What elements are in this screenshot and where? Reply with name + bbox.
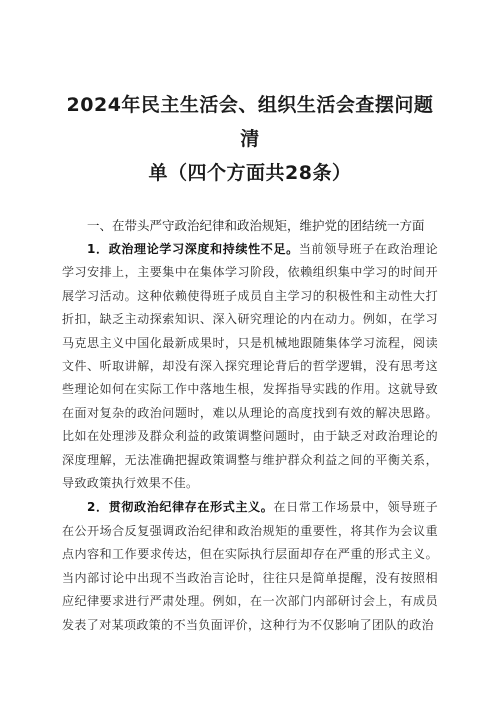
item-body-2: 在日常工作场景中，领导班子在公开场合反复强调政治纪律和政治规矩的重要性，将其作为会议重点内容和工作要求传达，但在实际执行层面却存在严重的形式主义。当内部讨论中出现不当政治言论时，往往只是简单提醒，没有按照相应纪律要求进行严肃处理。例如，在一次部门内部研讨会上，有成员发表了对某项政策的不当负面评价，这种行为不仅影响了团队的政治 bbox=[62, 500, 438, 632]
section-heading-1: 一、在带头严守政治纪律和政治规矩，维护党的团结统一方面 bbox=[87, 218, 425, 233]
item-body-1: 当前领导班子在政治理论学习安排上，主要集中在集体学习阶段，依赖组织集中学习的时间开展学习活动。这种依赖使得班子成员自主学习的积极性和主动性大打折扣，缺乏主动探索知识、深入研究理论的内在动力。例如，在学习马克思主义中国化最新成果时，只是机械地跟随集体学习流程，阅读文件、听取讲解，却没有深入探究理论背后的哲学逻辑，没有思考这些理论如何在实际工作中落地生根，发挥指导实践的作用。这就导致在面对复杂的政治问题时，难以从理论的高度找到有效的解决思路。比如在处理涉及群众利益的政策调整问题时，由于缺乏对政治理论的深度理解，无法准确把握政策调整与维护群众利益之间的平衡关系，导致政策执行效果不佳。 bbox=[62, 242, 438, 491]
item-lead-2: 2．贯彻政治纪律存在形式主义。 bbox=[87, 500, 274, 515]
title-line-1: 2024年民主生活会、组织生活会查摆问题清 bbox=[66, 94, 434, 150]
title-line-2: 单（四个方面共28条） bbox=[148, 162, 352, 184]
item-lead-1: 1．政治理论学习深度和持续性不足。 bbox=[87, 242, 299, 256]
item-paragraph-2 bbox=[62, 496, 438, 636]
item-paragraph-1 bbox=[62, 238, 438, 495]
document-title bbox=[62, 88, 438, 190]
